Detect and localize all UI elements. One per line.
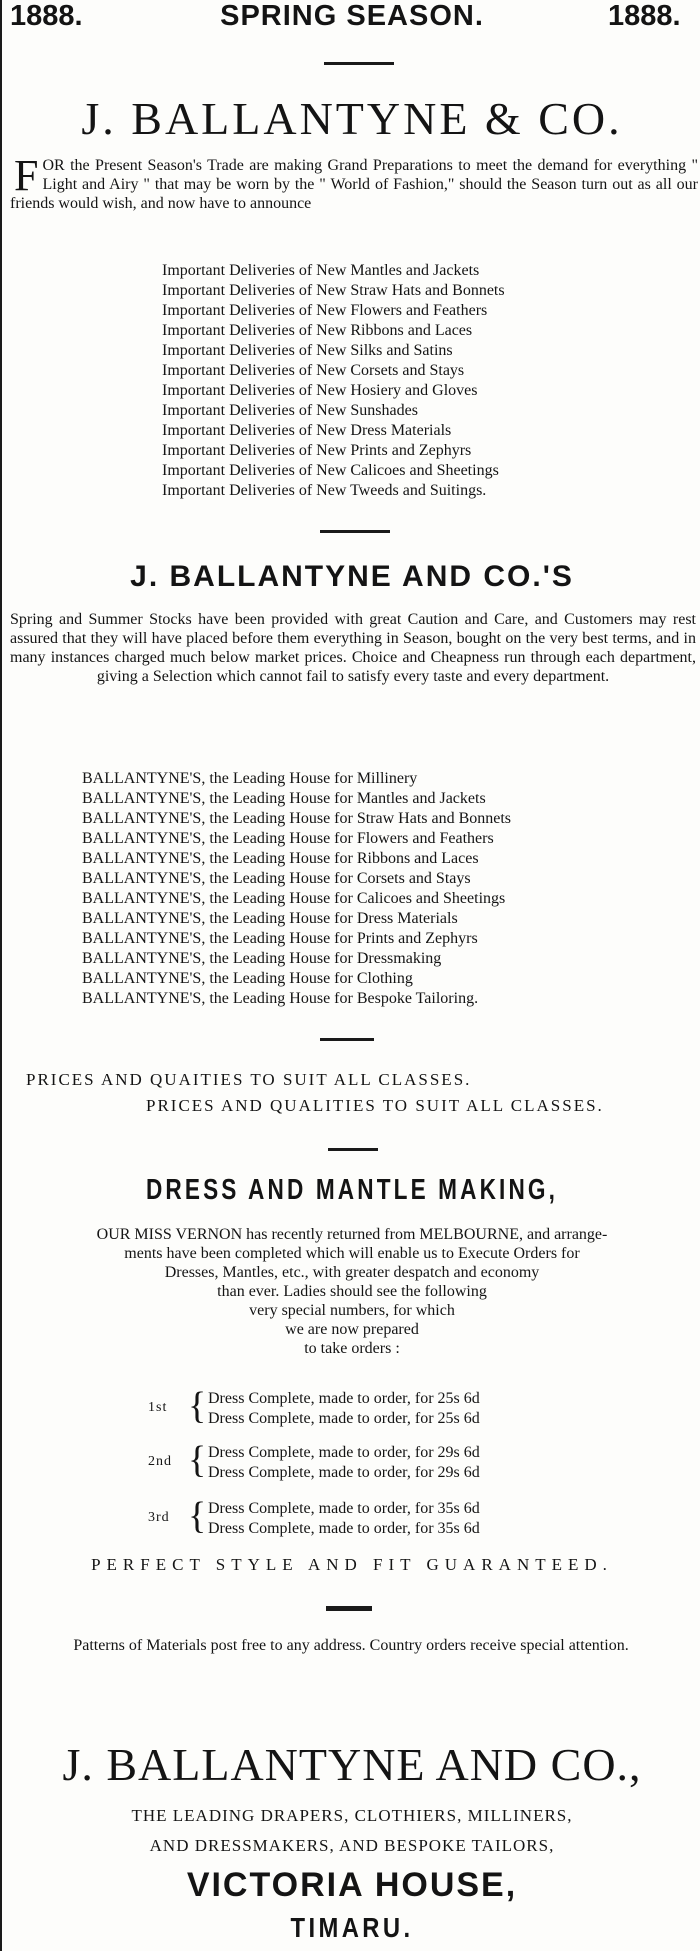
intro-text: OR the Present Season's Trade are making Grand Preparations to meet the demand for everything " Light and Airy " that may be worn by the " World of Fashion," should the Season turn out as all our friends would wish, and now have to announce [10, 157, 698, 212]
town-name: TIMARU. [290, 1912, 414, 1943]
leading-house-item: BALLANTYNE'S, the Leading House for Millinery [82, 770, 418, 787]
dressmaking-line: we are now prepared [285, 1321, 419, 1338]
divider [320, 530, 390, 533]
offer-block [142, 1385, 602, 1430]
divider [320, 1038, 374, 1041]
leading-house-item: BALLANTYNE'S, the Leading House for Calicoes and Sheetings [82, 890, 506, 907]
offer-block [142, 1439, 602, 1484]
divider [328, 1148, 378, 1151]
delivery-item: Important Deliveries of New Corsets and Stays [162, 362, 465, 379]
dressmaking-line: Dresses, Mantles, etc., with greater despatch and economy [164, 1264, 540, 1281]
leading-house-item: BALLANTYNE'S, the Leading House for Prints and Zephyrs [82, 930, 478, 947]
offer-line: Dress Complete, made to order, for 29s 6d [208, 1444, 480, 1461]
footer-line-2: AND DRESSMAKERS, AND BESPOKE TAILORS, [149, 1836, 555, 1855]
deliveries-list [162, 261, 642, 501]
delivery-item: Important Deliveries of New Flowers and Feathers [162, 302, 488, 319]
dressmaking-line: ments have been completed which will enable us to Execute Orders for [124, 1245, 580, 1262]
leading-house-item: BALLANTYNE'S, the Leading House for Flowers and Feathers [82, 830, 494, 847]
brace-icon: { [188, 1439, 207, 1481]
stocks-heading: J. BALLANTYNE AND CO.'S [130, 560, 574, 593]
leading-house-item: BALLANTYNE'S, the Leading House for Dressmaking [82, 950, 442, 967]
leading-house-item: BALLANTYNE'S, the Leading House for Clothing [82, 970, 413, 987]
leading-house-item: BALLANTYNE'S, the Leading House for Mantles and Jackets [82, 790, 486, 807]
delivery-item: Important Deliveries of New Sunshades [162, 402, 418, 419]
dressmaking-line: OUR MISS VERNON has recently returned from MELBOURNE, and arrange- [96, 1226, 608, 1243]
footer-line-1: THE LEADING DRAPERS, CLOTHIERS, MILLINERS, [131, 1806, 573, 1825]
dressmaking-heading: DRESS AND MANTLE MAKING, [145, 1174, 559, 1206]
season-title: SPRING SEASON. [220, 0, 484, 32]
divider [324, 62, 394, 65]
leading-house-item: BALLANTYNE'S, the Leading House for Bespoke Tailoring. [82, 990, 479, 1007]
delivery-item: Important Deliveries of New Tweeds and Suitings. [162, 482, 487, 499]
delivery-item: Important Deliveries of New Prints and Zephyrs [162, 442, 472, 459]
intro-paragraph [2, 151, 700, 238]
stocks-paragraph: Spring and Summer Stocks have been provided with great Caution and Care, and Customers may rest assured that they will have placed before them everything in Season, bought on the very best terms, and in many instances charged much below market prices. Choice and Cheapness run through each department, giving a Selection which cannot fail to satisfy every taste and every department. [10, 611, 696, 685]
dressmaking-paragraph [2, 1225, 700, 1358]
leading-house-item: BALLANTYNE'S, the Leading House for Ribbons and Laces [82, 850, 479, 867]
divider [326, 1606, 372, 1611]
prices-line-2: PRICES AND QUALITIES TO SUIT ALL CLASSES. [146, 1096, 604, 1115]
footer-company: J. BALLANTYNE AND CO., [62, 1739, 642, 1790]
offer-line: Dress Complete, made to order, for 35s 6d [208, 1520, 480, 1537]
offer-label: 2nd [148, 1454, 172, 1469]
delivery-item: Important Deliveries of New Ribbons and Laces [162, 322, 473, 339]
leading-house-item: BALLANTYNE'S, the Leading House for Straw Hats and Bonnets [82, 810, 512, 827]
offer-label: 3rd [148, 1510, 170, 1525]
guarantee-line: PERFECT STYLE AND FIT GUARANTEED. [91, 1555, 613, 1574]
delivery-item: Important Deliveries of New Straw Hats and Bonnets [162, 282, 505, 299]
leading-house-item: BALLANTYNE'S, the Leading House for Corsets and Stays [82, 870, 471, 887]
dressmaking-line: than ever. Ladies should see the following [217, 1283, 487, 1300]
season-header [2, 0, 700, 38]
offer-label: 1st [148, 1400, 168, 1415]
offer-line: Dress Complete, made to order, for 35s 6d [208, 1500, 480, 1517]
delivery-item: Important Deliveries of New Hosiery and Gloves [162, 382, 478, 399]
prices-line-1: PRICES AND QUAITIES TO SUIT ALL CLASSES. [26, 1070, 472, 1089]
dressmaking-line: very special numbers, for which [249, 1302, 455, 1319]
delivery-item: Important Deliveries of New Mantles and Jackets [162, 262, 480, 279]
delivery-item: Important Deliveries of New Calicoes and Sheetings [162, 462, 499, 479]
year-left: 1888. [10, 0, 83, 32]
leading-house-list [82, 769, 682, 1009]
brace-icon: { [188, 1385, 207, 1427]
delivery-item: Important Deliveries of New Dress Materials [162, 422, 452, 439]
leading-house-item: BALLANTYNE'S, the Leading House for Dress Materials [82, 910, 458, 927]
victoria-house: VICTORIA HOUSE, [186, 1866, 518, 1904]
offer-line: Dress Complete, made to order, for 25s 6d [208, 1410, 480, 1427]
delivery-item: Important Deliveries of New Silks and Satins [162, 342, 453, 359]
drop-cap: F [14, 151, 39, 200]
brace-icon: { [188, 1495, 207, 1537]
company-name: J. BALLANTYNE & CO. [81, 93, 623, 144]
patterns-notice: Patterns of Materials post free to any address. Country orders receive special attention. [73, 1637, 629, 1654]
offer-line: Dress Complete, made to order, for 25s 6d [208, 1390, 480, 1407]
offer-line: Dress Complete, made to order, for 29s 6d [208, 1464, 480, 1481]
dressmaking-line: to take orders : [304, 1340, 400, 1357]
offer-block [142, 1495, 602, 1540]
year-right: 1888. [608, 0, 681, 32]
